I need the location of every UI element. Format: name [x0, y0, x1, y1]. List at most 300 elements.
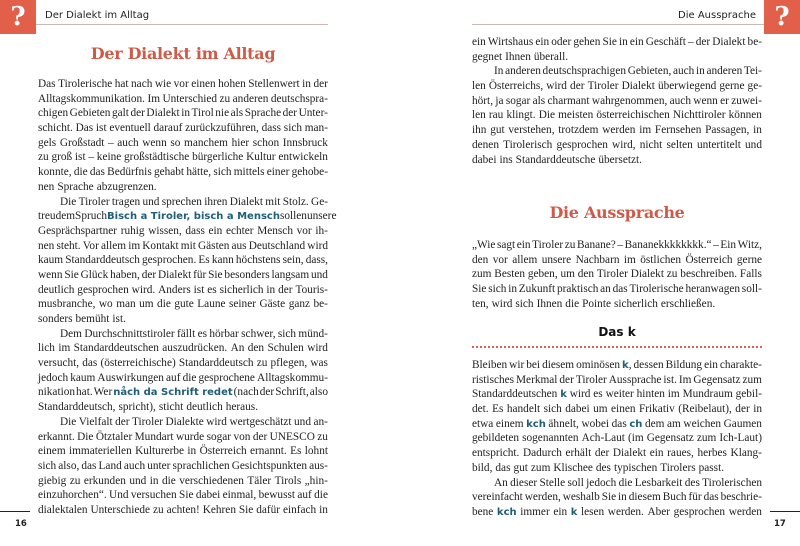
word-group [472, 446, 519, 461]
word-group [90, 165, 105, 180]
word: untertitelt [696, 138, 741, 151]
word: aus [231, 239, 247, 252]
text-line [472, 505, 762, 520]
word: anderen [505, 65, 541, 78]
word-group [215, 106, 229, 121]
word: Dialekt [712, 36, 746, 48]
word-group [38, 121, 73, 136]
word-group [259, 488, 295, 503]
word: konnte, [38, 166, 72, 179]
word: Kultur [246, 151, 276, 164]
word-group [630, 35, 644, 50]
text-line [472, 358, 762, 373]
text-line [38, 341, 328, 356]
word: zum [472, 268, 492, 281]
word-group [157, 297, 171, 312]
word-group [533, 94, 546, 109]
word-group [162, 195, 202, 210]
word: dem [55, 210, 76, 223]
word: bürgerliche [192, 151, 244, 164]
word-group [697, 138, 741, 153]
word: Ötztaler [95, 430, 133, 443]
running-head-right: Die Aussprache [678, 10, 756, 21]
word-group [745, 138, 762, 153]
word: östlichen [640, 253, 682, 266]
word-group [720, 238, 736, 253]
word: herbes [697, 447, 727, 460]
word-group [257, 371, 328, 386]
word-group [38, 459, 56, 474]
word: ihn [472, 124, 487, 137]
word-group [622, 358, 631, 373]
word-group [177, 327, 195, 342]
question-mark-icon: ? [0, 0, 36, 34]
word: Vielfalt [78, 415, 113, 428]
word: höchstens [235, 254, 281, 267]
question-mark-icon: ? [764, 0, 800, 34]
word: Mundraum [682, 388, 733, 401]
word: den [472, 253, 489, 266]
word: Alltagskommu- [257, 371, 328, 384]
word-group [742, 373, 761, 388]
word: mittels [233, 166, 265, 179]
word: wird [491, 297, 513, 310]
word-group [307, 341, 328, 356]
word-group [146, 106, 179, 121]
word: sprachlichen [172, 459, 230, 472]
word-group [493, 253, 508, 268]
word-group [38, 503, 88, 518]
word: einer [266, 166, 290, 179]
word: len [472, 109, 486, 122]
word-group [706, 64, 742, 79]
word-group [490, 123, 504, 138]
word: Ein [720, 239, 737, 251]
text-line [38, 195, 328, 210]
word-group [571, 505, 578, 520]
word-group [713, 238, 719, 253]
word-group [313, 77, 327, 92]
text-line [38, 180, 328, 195]
word-group [94, 385, 113, 400]
word: Stolz. [282, 195, 309, 208]
word: det. [472, 403, 489, 416]
word: nen [38, 180, 55, 193]
word-group [520, 505, 550, 520]
word-group [38, 371, 68, 386]
word-group [696, 35, 710, 50]
word-group [612, 417, 627, 432]
word-group [278, 150, 328, 165]
word-group [748, 35, 762, 50]
word-group [196, 488, 220, 503]
word-group [513, 461, 527, 476]
word-group [595, 446, 609, 461]
text-line [472, 297, 762, 312]
word-group [496, 417, 524, 432]
word: ein [553, 505, 568, 518]
word: das [89, 166, 105, 179]
word: auch [117, 136, 139, 149]
word: bild, [472, 461, 493, 474]
word: der [130, 107, 145, 120]
dialect-term: Bisch a Tiroler, bisch a Mensch [107, 211, 280, 223]
word: Gegensatz [693, 373, 741, 386]
word-group [494, 64, 503, 79]
word-group [704, 358, 718, 373]
word-group [505, 50, 531, 65]
word: dass, [305, 254, 328, 267]
word-group [667, 267, 678, 282]
word-group [115, 415, 129, 430]
word-group [38, 356, 79, 371]
word-group [233, 92, 269, 107]
word: werden [602, 124, 636, 137]
word-group [155, 77, 171, 92]
word: ristisches [472, 373, 515, 386]
word: in [508, 283, 517, 296]
word-group [581, 505, 604, 520]
word-group [629, 417, 642, 432]
word-group [159, 400, 183, 415]
word-group [629, 282, 683, 297]
word-group [495, 461, 510, 476]
word-group [712, 35, 745, 50]
word-group [472, 490, 523, 505]
text-line [472, 461, 762, 476]
word-group [245, 106, 281, 121]
word-group [699, 461, 724, 476]
word-group [596, 108, 669, 123]
word-group [661, 297, 715, 312]
word: entspricht. [472, 447, 520, 460]
word-group [232, 459, 307, 474]
word: kaum [70, 371, 96, 384]
word-group [495, 94, 503, 109]
word: An [230, 342, 245, 355]
text-line [38, 106, 328, 121]
word-group [56, 209, 75, 224]
word-group [693, 94, 717, 109]
text-line [472, 79, 762, 94]
word: dieser [510, 476, 538, 489]
word: in [618, 36, 628, 48]
word: Die [77, 430, 94, 443]
word-group [38, 253, 63, 268]
word: dafür [256, 503, 281, 516]
word-group [705, 123, 749, 138]
word: sogenannten [522, 432, 579, 445]
word-group [614, 461, 657, 476]
word: Unterschied [162, 92, 218, 105]
word: hinten [636, 388, 665, 401]
word-group [154, 165, 184, 180]
word-group [249, 239, 305, 254]
word-group [586, 476, 616, 491]
word: Zukunft [518, 283, 556, 296]
word: Tirolerischen [702, 476, 762, 489]
word: nikation [38, 386, 76, 399]
word-group [74, 341, 159, 356]
word: gerne [719, 80, 745, 93]
word: einmal, [222, 489, 257, 502]
word-group [566, 446, 592, 461]
word-group [721, 490, 762, 505]
word: einen [191, 78, 216, 90]
word: für [688, 491, 702, 504]
word: Gästen [198, 239, 230, 252]
text-line [38, 430, 328, 445]
word-group [492, 402, 503, 417]
word-group [472, 123, 486, 138]
word-group [60, 136, 105, 151]
word-group [283, 136, 328, 151]
word-group [112, 195, 140, 210]
word: einen [611, 403, 636, 416]
right-section-text [472, 238, 762, 311]
word-group [96, 430, 132, 445]
word: charmant [547, 94, 590, 107]
word: Ach-Laut [581, 432, 625, 445]
word: zum [742, 373, 762, 386]
text-line [472, 490, 762, 505]
word-group [315, 224, 328, 239]
word-group [697, 431, 716, 446]
word: (nach [233, 386, 259, 399]
word-group [570, 387, 591, 402]
word: etwa [472, 417, 494, 430]
word-group [613, 282, 628, 297]
word-group [257, 356, 268, 371]
word-group [542, 253, 571, 268]
word-group [246, 150, 276, 165]
word: Sie [472, 283, 487, 296]
word: sollen [279, 210, 307, 223]
word: zu [219, 92, 231, 105]
word: der [278, 283, 293, 296]
word-group [142, 268, 156, 283]
text-line [38, 253, 328, 268]
word-group [472, 238, 495, 253]
word: haben, [110, 268, 140, 281]
word: ist [193, 283, 205, 296]
word-group [617, 238, 623, 253]
word: an [600, 283, 611, 296]
word-group [108, 136, 114, 151]
word: Sprache [57, 180, 94, 193]
word: hätte, [186, 166, 212, 179]
word: allem [100, 239, 127, 252]
word-group [75, 209, 107, 224]
word-group [248, 77, 299, 92]
word: um [593, 403, 608, 416]
word: hat [114, 78, 129, 90]
word: das [495, 461, 511, 474]
word: gesprochene [198, 371, 255, 384]
word: ernannt. [250, 445, 287, 458]
word: zum [696, 432, 717, 445]
word: – [617, 239, 624, 251]
word: deutschsprachigen [542, 65, 626, 78]
word: als [532, 94, 546, 107]
word: auch [669, 94, 691, 107]
word: ins [499, 153, 513, 166]
word-group [543, 64, 626, 79]
word: Kehren [202, 503, 236, 516]
word: jedoch [38, 371, 69, 384]
word: len [472, 80, 486, 93]
word: zu [564, 239, 576, 251]
word: fällt [177, 327, 196, 340]
word-group [472, 297, 489, 312]
page-number-rule-left [0, 511, 30, 512]
word-group [646, 35, 686, 50]
word-group [551, 35, 571, 50]
word: Dialekt [621, 80, 655, 93]
header-rule-left [36, 24, 328, 25]
text-line [472, 431, 762, 446]
word-group [119, 400, 156, 415]
word-group [588, 79, 619, 94]
word-group [267, 165, 290, 180]
word-group [598, 153, 642, 168]
word-group [576, 358, 620, 373]
word-group [666, 138, 692, 153]
word: Bedürfnis [107, 166, 152, 179]
word: in [696, 65, 705, 78]
word-group [565, 238, 576, 253]
word: in [187, 445, 197, 458]
text-line [38, 459, 328, 474]
word-group [645, 417, 664, 432]
word: in [753, 403, 762, 416]
word: Sie [238, 503, 254, 516]
word-group [213, 165, 231, 180]
word: kann [211, 254, 234, 267]
word-group [58, 77, 112, 92]
word-group [132, 415, 163, 430]
word: Lesbarkeit [634, 476, 683, 489]
word-group [207, 430, 231, 445]
word: Tirolerisch [503, 138, 553, 151]
word: bemüht [75, 313, 110, 325]
word-group [310, 356, 328, 371]
word: jedoch [586, 476, 617, 489]
word-group [283, 253, 304, 268]
word: der [282, 107, 298, 120]
word-group [271, 268, 309, 283]
word-group [578, 267, 594, 282]
word-group [688, 35, 694, 50]
text-line [38, 224, 328, 239]
word: be- [313, 298, 328, 311]
word-group [497, 505, 517, 520]
word-group [472, 373, 514, 388]
word: Dialekt [229, 195, 263, 208]
text-line [38, 297, 328, 312]
word: er [720, 94, 729, 107]
word-group [592, 94, 667, 109]
word: unsere [541, 253, 572, 266]
word: diesem [628, 491, 661, 504]
word: dem [644, 417, 665, 430]
word-group [685, 476, 700, 491]
word: versuchen [130, 489, 177, 502]
word-group [192, 150, 243, 165]
text-line [38, 400, 328, 415]
word: Dialekt [612, 447, 647, 460]
word: wurde [175, 430, 205, 443]
word: Bananekkkkkkkk.“ [624, 239, 712, 251]
word-group [38, 297, 95, 312]
word-group [634, 358, 664, 373]
word-group [132, 283, 156, 298]
text-line [38, 503, 328, 518]
word: im [623, 253, 636, 266]
word-group [548, 94, 590, 109]
word: zu [666, 268, 678, 281]
word-group [508, 123, 554, 138]
word: einem [495, 417, 524, 430]
word-group [306, 253, 328, 268]
word-group [472, 417, 493, 432]
word-group [148, 224, 182, 239]
word: in [266, 283, 276, 296]
word-group [176, 430, 204, 445]
word-group [302, 77, 311, 92]
word: Unterschiede [90, 503, 151, 516]
word: Mundart [134, 430, 174, 443]
word-group [130, 106, 144, 121]
word-group [492, 297, 513, 312]
word: gesprochen [77, 283, 129, 296]
word: ein [472, 36, 486, 48]
word-group [472, 461, 492, 476]
word-group [174, 77, 189, 92]
word: gesprochen. [142, 254, 197, 267]
word: entwickeln [278, 151, 328, 164]
word-group [79, 415, 113, 430]
word-group [557, 282, 598, 297]
word-group [56, 239, 80, 254]
word-group [81, 459, 96, 474]
word-group [606, 387, 634, 402]
word-group [232, 239, 247, 254]
word: denen [472, 138, 499, 151]
word-group [542, 358, 574, 373]
word-group [74, 165, 88, 180]
word-group [658, 79, 716, 94]
word: „hin- [304, 474, 328, 487]
word-group [121, 224, 145, 239]
word-group [266, 283, 275, 298]
word-group [229, 415, 291, 430]
word: schicht. [38, 122, 73, 135]
word: das [81, 459, 97, 472]
word: oder [551, 36, 572, 48]
word: bene [472, 505, 494, 518]
word-group [663, 373, 677, 388]
word: diesem [542, 359, 575, 371]
word-group [472, 153, 496, 168]
word: Dialekt [158, 268, 192, 281]
word-group [142, 195, 159, 210]
word: gebil- [735, 388, 762, 401]
word-group [576, 253, 620, 268]
word-group [76, 385, 93, 400]
word-group [253, 430, 267, 445]
word: ih- [315, 224, 328, 237]
